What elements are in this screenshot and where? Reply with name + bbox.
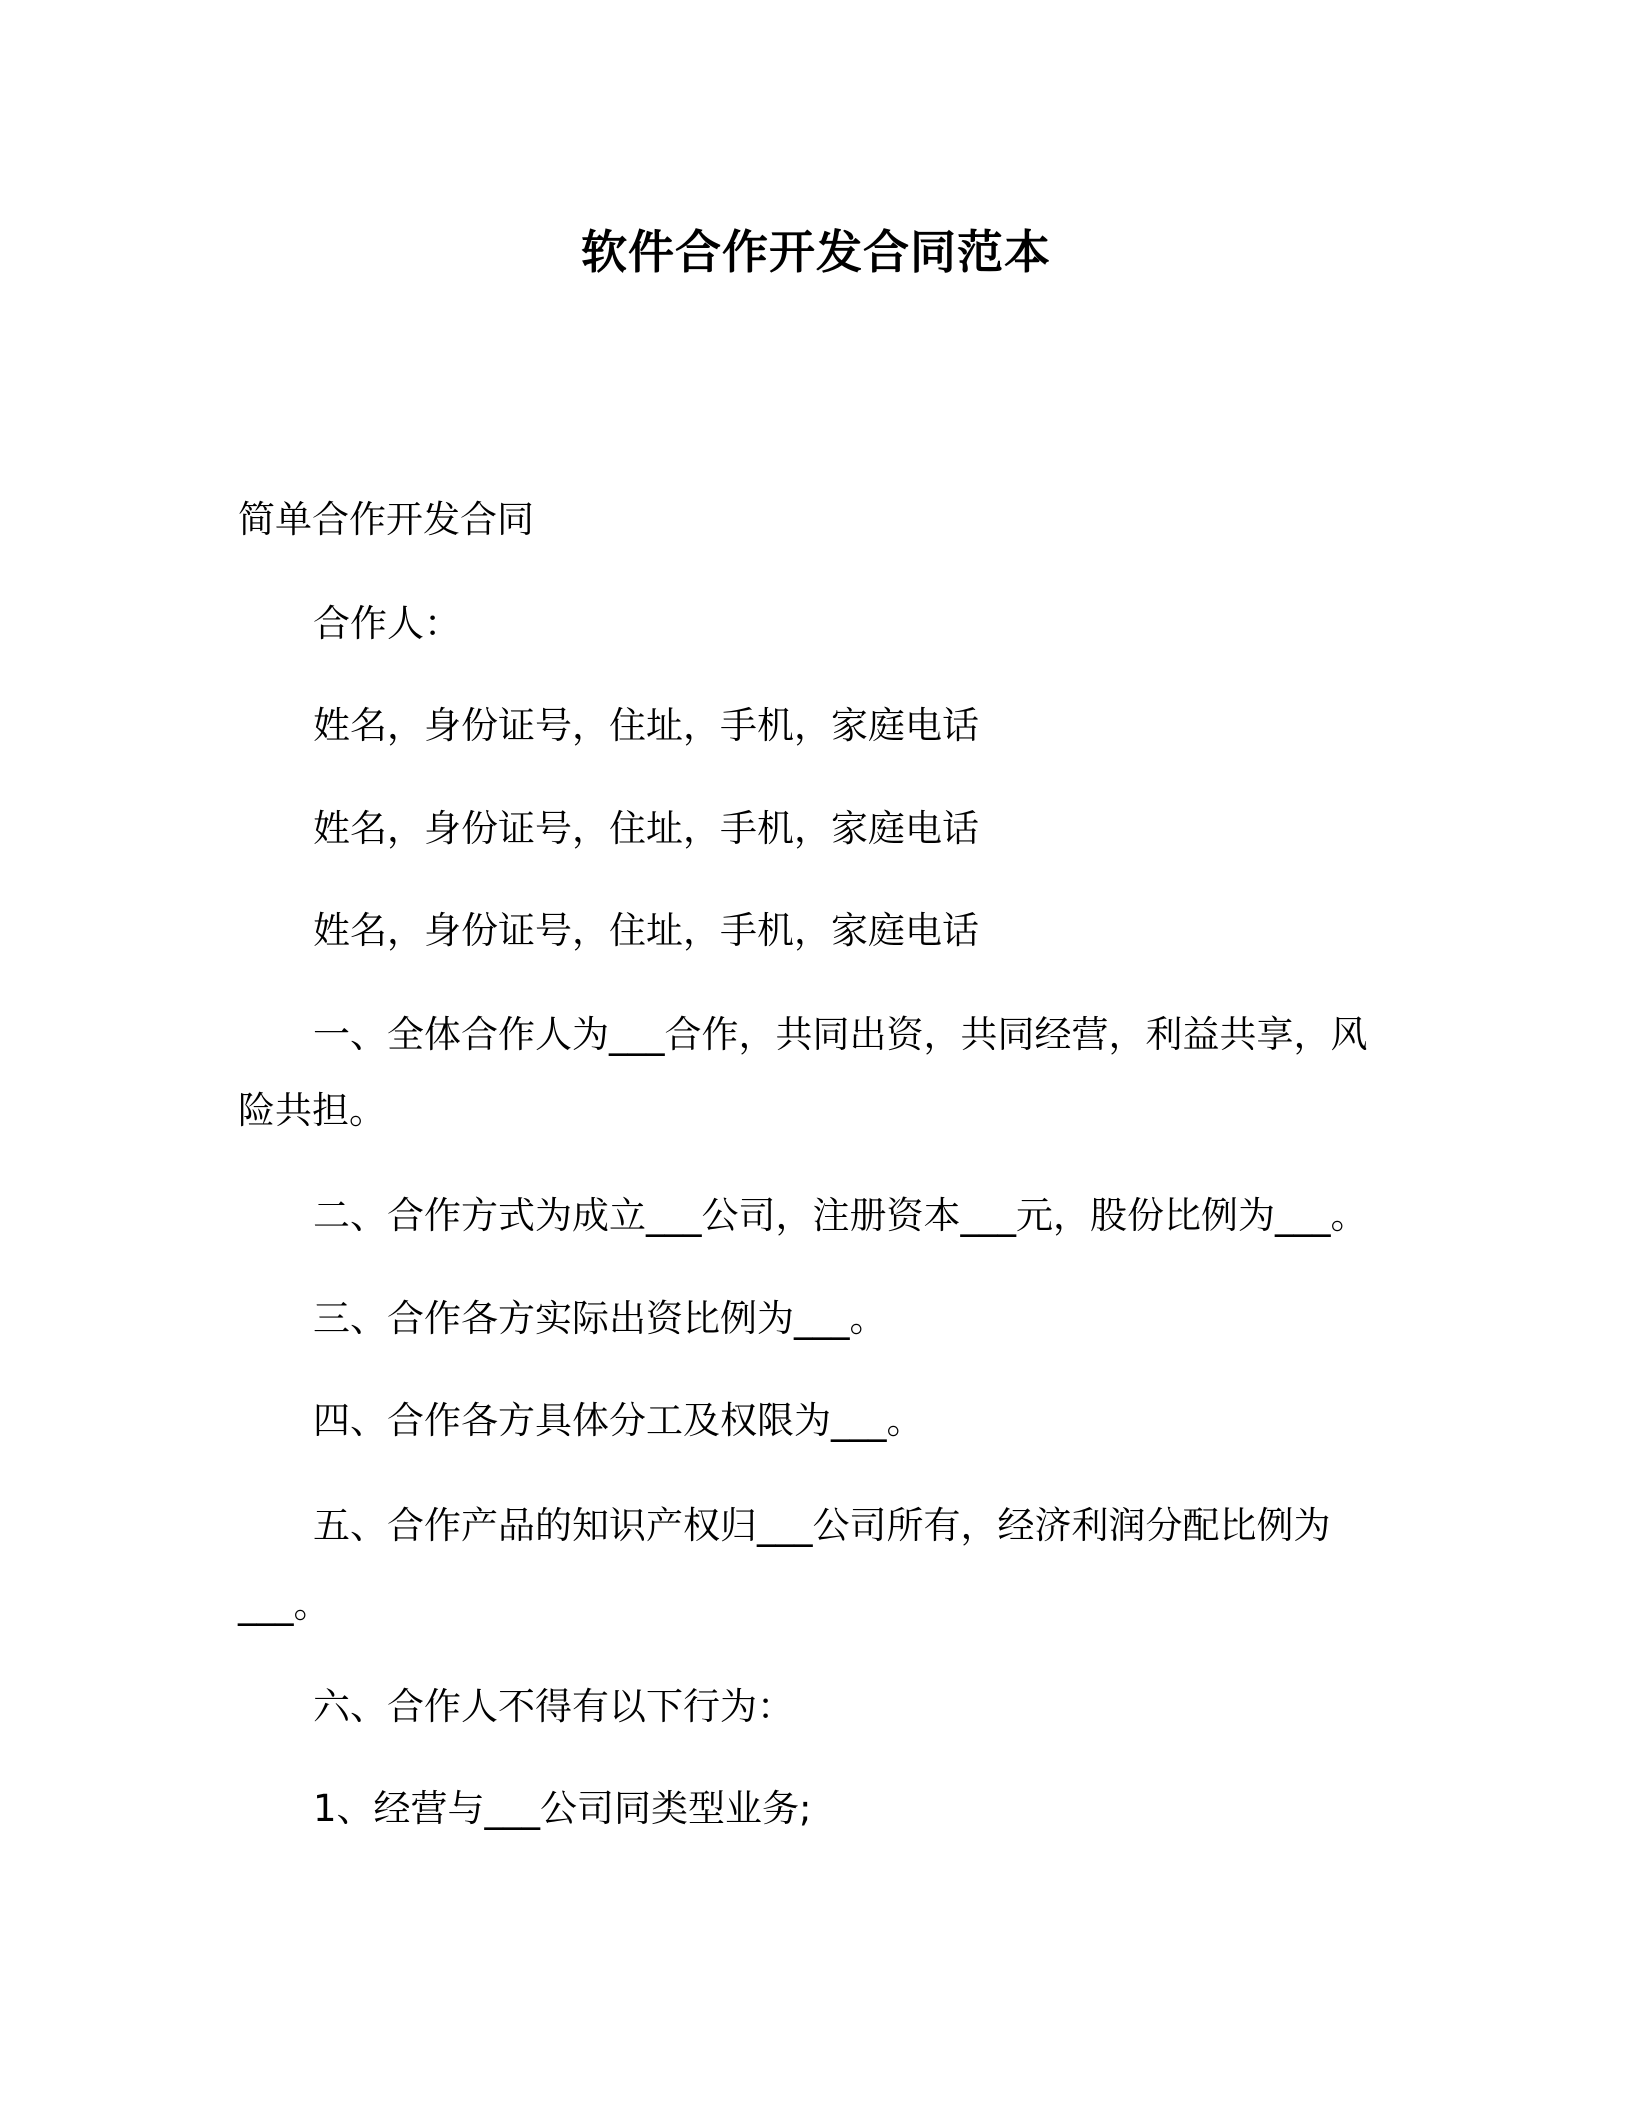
partners-label: 合作人： — [313, 602, 461, 645]
clause-5-line-2: ___。 — [238, 1583, 331, 1626]
clause-1-line-1: 一、全体合作人为___合作，共同出资，共同经营，利益共享，风 — [313, 1013, 1368, 1056]
clause-6: 六、合作人不得有以下行为： — [313, 1685, 794, 1728]
contract-subtitle: 简单合作开发合同 — [238, 498, 534, 541]
clause-4: 四、合作各方具体分工及权限为___。 — [313, 1399, 924, 1442]
partner-row-3: 姓名，身份证号，住址，手机，家庭电话 — [313, 909, 979, 952]
clause-5-line-1: 五、合作产品的知识产权归___公司所有，经济利润分配比例为 — [313, 1504, 1331, 1547]
clause-1-line-2: 险共担。 — [238, 1089, 386, 1132]
clause-6-item-1: 1、经营与___公司同类型业务; — [313, 1787, 812, 1830]
clause-2: 二、合作方式为成立___公司，注册资本___元，股份比例为___。 — [313, 1194, 1368, 1237]
clause-3: 三、合作各方实际出资比例为___。 — [313, 1297, 887, 1340]
document-title: 软件合作开发合同范本 — [581, 225, 1051, 279]
partner-row-1: 姓名，身份证号，住址，手机，家庭电话 — [313, 704, 979, 747]
partner-row-2: 姓名，身份证号，住址，手机，家庭电话 — [313, 807, 979, 850]
